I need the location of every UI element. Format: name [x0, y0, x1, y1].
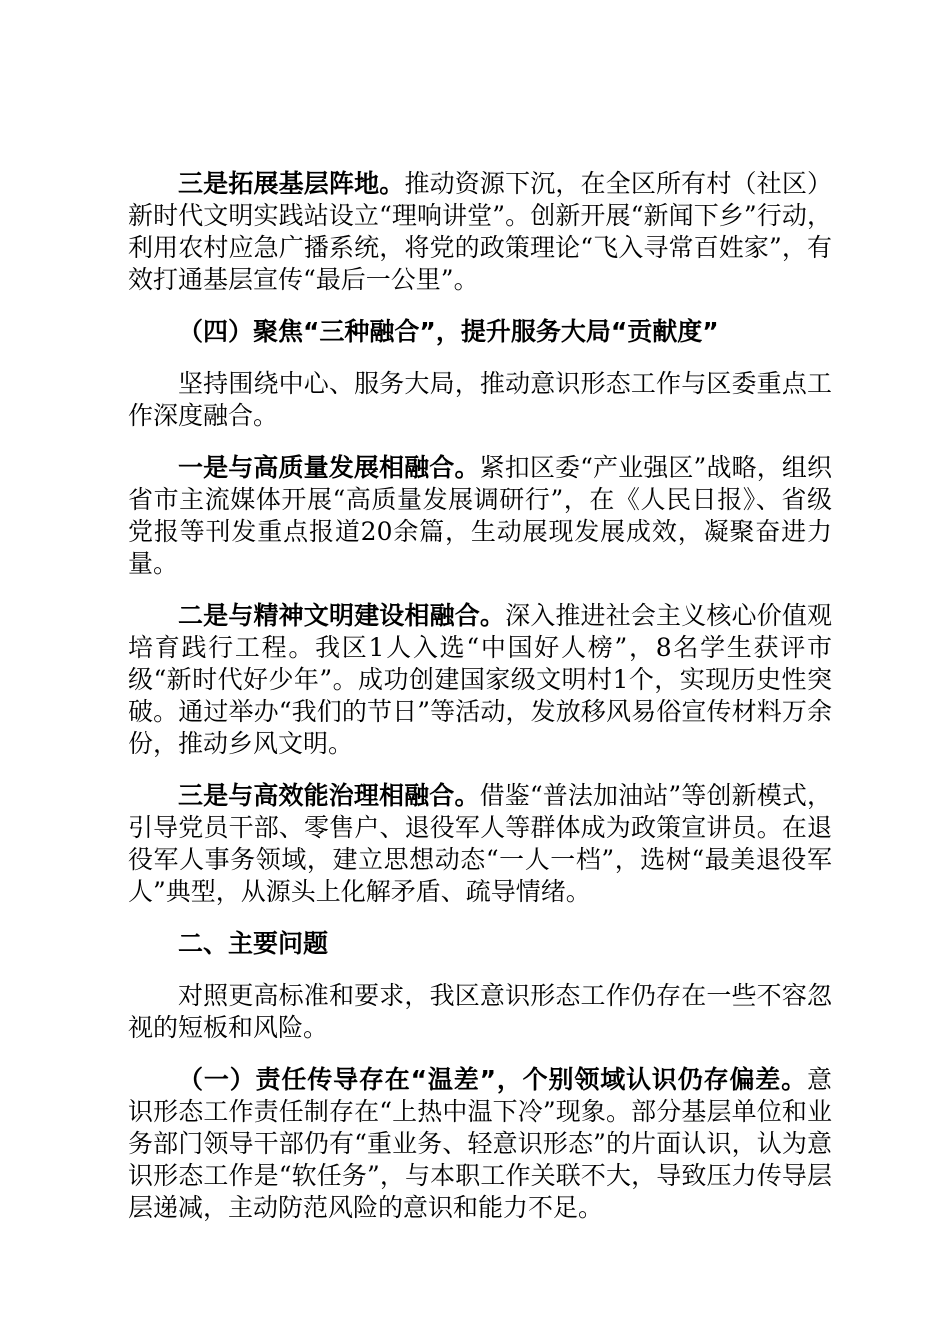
paragraph-text: 深入推进社会主义核心价值观培育践行工程。我区1人入选“中国好人榜”，8名学生获评市级“新时代好少年”。成功创建国家级文明村1个，实现历史性突破。通过举办“我们的节日”等活动，发放移风易俗宣传材料万余份，推动乡风文明。 — [128, 601, 832, 758]
paragraph-center-service — [128, 368, 832, 432]
paragraph-text: 坚持围绕中心、服务大局，推动意识形态工作与区委重点工作深度融合。 — [128, 369, 832, 430]
paragraph-expand-grassroots — [128, 168, 832, 296]
paragraph-text: 意识形态工作责任制存在“上热中温下冷”现象。部分基层单位和业务部门领导干部仍有“重业务、轻意识形态”的片面认识，认为意识形态工作是“软任务”，与本职工作关联不大，导致压力传导层层递减，主动防范风险的意识和能力不足。 — [128, 1065, 832, 1222]
paragraph-responsibility-gap — [128, 1064, 832, 1224]
paragraph-lead: （一）责任传导存在“温差”，个别领域认识仍存偏差。 — [178, 1065, 807, 1094]
section-heading-main-problems: 二、主要问题 — [178, 929, 329, 958]
paragraph-problems-intro — [128, 980, 832, 1044]
section-heading-four: （四）聚焦“三种融合”，提升服务大局“贡献度” — [178, 317, 719, 346]
paragraph-text: 借鉴“普法加油站”等创新模式，引导党员干部、零售户、退役军人等群体成为政策宣讲员。在退役军人事务领域，建立思想动态“一人一档”，选树“最美退役军人”典型，从源头上化解矛盾、疏导情绪。 — [128, 781, 832, 906]
paragraph-lead: 二是与精神文明建设相融合。 — [178, 601, 506, 630]
paragraph-text: 推动资源下沉，在全区所有村（社区）新时代文明实践站设立“理响讲堂”。创新开展“新闻下乡”行动，利用农村应急广播系统，将党的政策理论“飞入寻常百姓家”，有效打通基层宣传“最后一公里”。 — [128, 169, 832, 294]
paragraph-text: 对照更高标准和要求，我区意识形态工作仍存在一些不容忽视的短板和风险。 — [128, 981, 832, 1042]
paragraph-spiritual-civilization — [128, 600, 832, 760]
paragraph-efficient-governance — [128, 780, 832, 908]
paragraph-lead: 三是拓展基层阵地。 — [178, 169, 405, 198]
paragraph-text: 紧扣区委“产业强区”战略，组织省市主流媒体开展“高质量发展调研行”，在《人民日报》、省级党报等刊发重点报道20余篇，生动展现发展成效，凝聚奋进力量。 — [128, 453, 832, 578]
paragraph-high-quality-development — [128, 452, 832, 580]
paragraph-lead: 三是与高效能治理相融合。 — [178, 781, 480, 810]
document-body — [128, 168, 832, 1244]
paragraph-lead: 一是与高质量发展相融合。 — [178, 453, 480, 482]
